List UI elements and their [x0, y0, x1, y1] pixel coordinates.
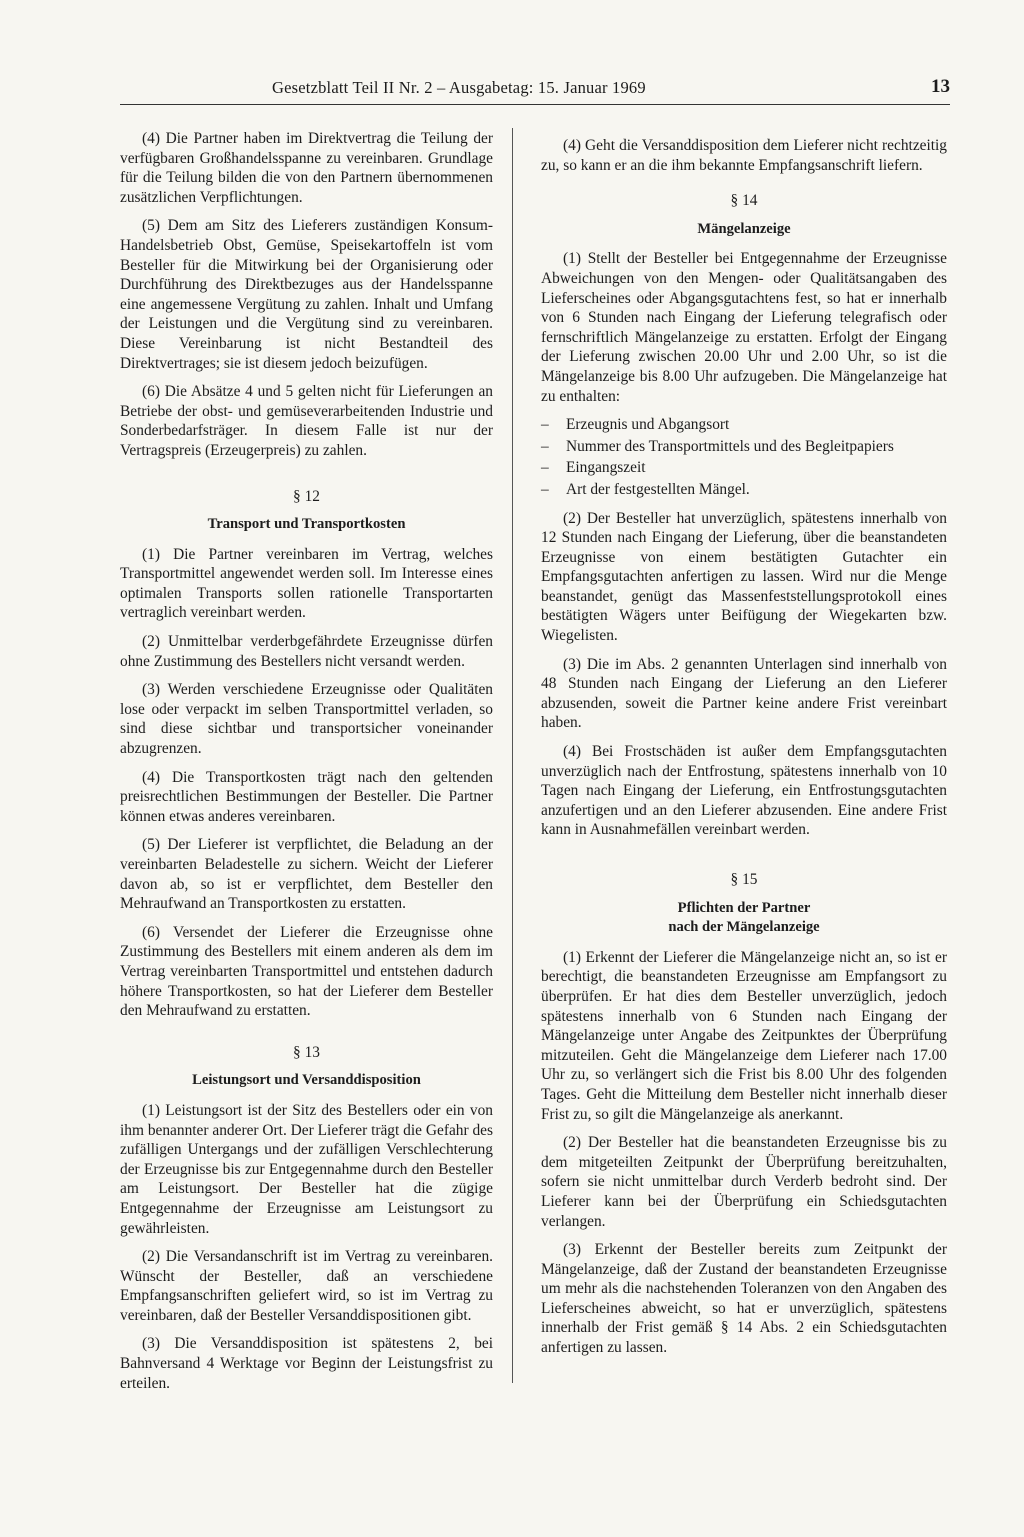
column-divider [512, 128, 513, 1383]
paragraph: (1) Erkennt der Lieferer die Mängelanzeige nicht an, so ist er berechtigt, die beanstandeten Erzeugnisse am Empfangsort zu überprüfen. Er hat dies dem Besteller unverzüglich, jedoch spätestens innerhalb von 6 Stunden nach Eingang der Mängelanzeige unter Angabe des Zeitpunktes der Überprüfung mitzuteilen. Geht die Mängelanzeige dem Lieferer nach 17.00 Uhr zu, so verlängert sich die Frist bis 8.00 Uhr des folgenden Tages. Geht die Mitteilung dem Besteller nicht innerhalb dieser Frist zu, so gilt die Mängelanzeige als anerkannt. [541, 948, 947, 1123]
paragraph: (3) Die Versanddisposition ist spätestens 2, bei Bahnversand 4 Werktage vor Beginn der Leistungsfrist zu erteilen. [120, 1335, 493, 1392]
section-title: Transport und Transportkosten [207, 516, 406, 533]
paragraph: (1) Leistungsort ist der Sitz des Bestellers oder ein von ihm benannter anderer Ort. Der Lieferer trägt die Gefahr des zufälligen Untergangs und der zufälligen Verschlechterung der Erzeugnisse bis zur Entgegennahme durch den Besteller am Leistungsort. Der Besteller hat die zügige Entgegennahme der Erzeugnisse am Leistungsort zu gewährleisten. [120, 1101, 493, 1237]
paragraph: (5) Dem am Sitz des Lieferers zuständigen Konsum-Handelsbetrieb Obst, Gemüse, Speisekartoffeln ist vom Besteller für die Mitwirkung bei der Organisierung oder Durchführung des Direktbezuges aus der Handelsspanne eine angemessene Vergütung zu zahlen. Inhalt und Umfang der Leistungen und die Vergütung sind zu vereinbaren. Diese Vereinbarung ist nicht Bestandteil des Direktvertrages; sie ist diesem jedoch beizufügen. [120, 217, 493, 372]
paragraph: (3) Werden verschiedene Erzeugnisse oder Qualitäten lose oder verpackt im selben Transportmittel verladen, so sind diese sichtbar und transportsicher voneinander abzugrenzen. [120, 681, 493, 758]
paragraph: (4) Die Partner haben im Direktvertrag die Teilung der verfügbaren Großhandelsspanne zu vereinbaren. Grundlage für die Teilung bilden die von den Partnern übernommenen zusätzlichen Verpflichtungen. [120, 130, 493, 206]
paragraph: (3) Erkennt der Besteller bereits zum Zeitpunkt der Mängelanzeige, daß der Zustand der beanstandeten Erzeugnisse um mehr als die nachstehenden Toleranzen von den Angaben des Lieferscheines abweicht, so hat er unverzüglich, spätestens innerhalb der Frist gemäß § 14 Abs. 2 ein Schiedsgutachten anfertigen zu lassen. [541, 1241, 947, 1357]
paragraph: (1) Die Partner vereinbaren im Vertrag, welches Transportmittel angewendet werden soll. Im Interesse eines optimalen Transports sollen rationelle Transportarten vertraglich vereinbart werden. [120, 545, 493, 622]
paragraph: (2) Die Versandanschrift ist im Vertrag zu vereinbaren. Wünscht der Besteller, daß an verschiedene Empfangsanschriften geliefert wird, so ist im Vertrag zu vereinbaren, daß der Besteller Versanddispositionen gibt. [120, 1248, 493, 1324]
right-column [541, 136, 947, 1367]
paragraph: (2) Der Besteller hat unverzüglich, spätestens innerhalb von 12 Stunden nach Eingang der Lieferung, über die beanstandeten Erzeugnisse von einem bestätigten Gutachter ein Empfangsgutachten anfertigen zu lassen. Wird nur die Menge beanstandet, genügt das Massenfeststellungsprotokoll eines bestätigten Wägers unter Beifügung der Wiegekarten bzw. Wiegelisten. [541, 509, 947, 645]
list-item: – Erzeugnis und Abgangsort [541, 415, 947, 435]
section-number: § 13 [293, 1043, 320, 1061]
section-number: § 15 [730, 871, 758, 888]
paragraph: (6) Versendet der Lieferer die Erzeugnisse ohne Zustimmung des Bestellers mit einem anderen als dem im Vertrag vereinbarten Transportmittel und entstehen dadurch höhere Transportkosten, so hat der Lieferer dem Besteller den Mehraufwand zu erstatten. [120, 923, 493, 1020]
page-number: 13 [931, 76, 950, 97]
paragraph: (1) Stellt der Besteller bei Entgegennahme der Erzeugnisse Abweichungen von den Mengen- oder Qualitätsangaben des Lieferscheines oder Abgangsgutachtens fest, so hat er innerhalb von 6 Stunden nach Eingang der Lieferung telegrafisch oder fernschriftlich Mängelanzeige zu erstatten. Erfolgt der Eingang der Lieferung zwischen 20.00 Uhr und 2.00 Uhr, so ist die Mängelanzeige bis 8.00 Uhr aufzugeben. Die Mängelanzeige hat zu enthalten: [541, 250, 947, 405]
section-number: § 14 [730, 192, 758, 210]
paragraph: (4) Die Transportkosten trägt nach den geltenden preisrechtlichen Bestimmungen der Besteller. Die Partner können etwas anderes vereinbaren. [120, 768, 493, 825]
paragraph: (2) Unmittelbar verderbgefährdete Erzeugnisse dürfen ohne Zustimmung des Bestellers nicht versandt werden. [120, 633, 493, 670]
paragraph: (4) Bei Frostschäden ist außer dem Empfangsgutachten unverzüglich nach der Entfrostung, spätestens innerhalb von 10 Tagen nach Eingang der Lieferung, ein Entfrostungsgutachten anzufertigen und an den Lieferer abzusenden. Eine andere Frist kann in Ausnahmefällen vereinbart werden. [541, 743, 947, 839]
left-column [120, 129, 493, 1402]
paragraph: (6) Die Absätze 4 und 5 gelten nicht für Lieferungen an Betriebe der obst- und gemüseverarbeitenden Industrie und Sonderbedarfsträger. In diesem Falle ist nur der Vertragspreis (Erzeugerpreis) zu zahlen. [120, 383, 493, 459]
section-title: Leistungsort und Versanddisposition [192, 1072, 421, 1089]
defect-report-list [541, 415, 947, 499]
list-item: – Art der festgestellten Mängel. [541, 480, 947, 500]
running-header: Gesetzblatt Teil II Nr. 2 – Ausgabetag: 15. Januar 1969 [272, 78, 646, 97]
section-title: Mängelanzeige [697, 220, 791, 237]
paragraph: (3) Die im Abs. 2 genannten Unterlagen sind innerhalb von 48 Stunden nach Eingang der Lieferung an den Lieferer abzusenden, soweit die Partner keine andere Frist vereinbart haben. [541, 655, 947, 732]
section-number: § 12 [293, 487, 320, 505]
page-header [120, 78, 950, 105]
paragraph: (5) Der Lieferer ist verpflichtet, die Beladung an der vereinbarten Beladestelle zu sichern. Weicht der Lieferer davon ab, so ist er verpflichtet, dem Besteller den Mehraufwand an Transportkosten zu erstatten. [120, 836, 493, 913]
list-item: – Nummer des Transportmittels und des Begleitpapiers [541, 437, 947, 457]
paragraph: (2) Der Besteller hat die beanstandeten Erzeugnisse bis zu dem mitgeteilten Zeitpunkt der Überprüfung bereitzuhalten, sofern sie nicht unmittelbar durch Verderb bedroht sind. Der Lieferer kann bei der Überprüfung ein Schiedsgutachten verlangen. [541, 1134, 947, 1230]
list-item: – Eingangszeit [541, 458, 947, 478]
section-title-line-2: nach der Mängelanzeige [668, 919, 820, 936]
section-title: Pflichten der Partner [677, 899, 811, 916]
paragraph: (4) Geht die Versanddisposition dem Lieferer nicht rechtzeitig zu, so kann er an die ihm bekannte Empfangsanschrift liefern. [541, 137, 947, 174]
